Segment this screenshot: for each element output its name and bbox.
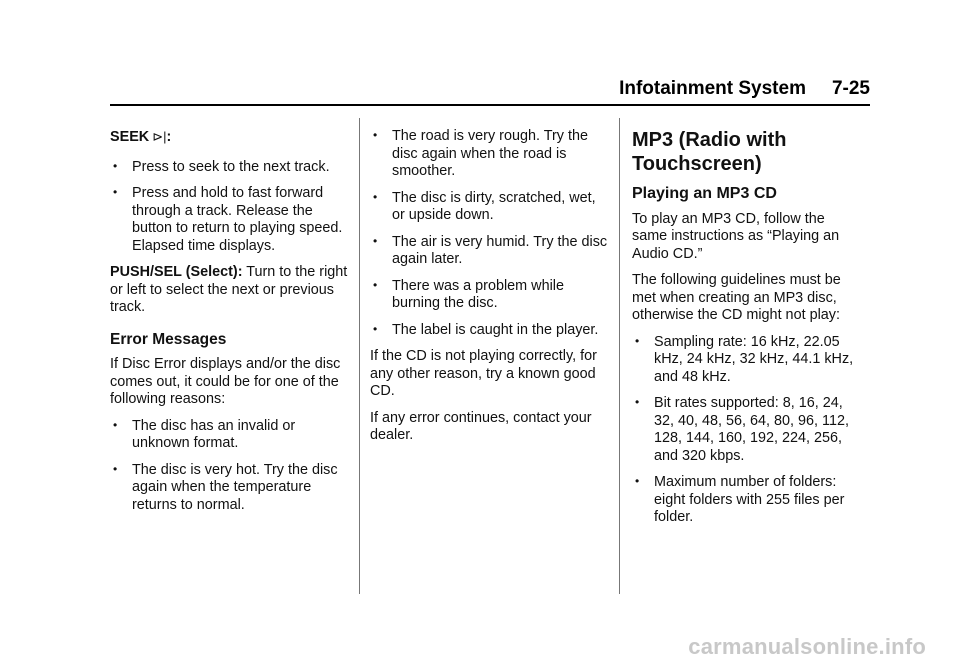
guidelines-paragraph: The following guidelines must be met when creating an MP3 disc, otherwise the CD might not play: — [632, 272, 841, 323]
bullet-icon: • — [113, 417, 118, 432]
push-sel-paragraph: PUSH/SEL (Select): Turn to the right or left to select the next or previous track. — [110, 264, 348, 315]
bullet-icon: • — [373, 128, 378, 142]
bullet-icon: • — [635, 395, 640, 409]
bullet-icon: • — [113, 185, 118, 199]
column-2 — [370, 128, 608, 454]
bullet-icon: • — [635, 474, 640, 488]
seek-forward-icon: ⊳| — [152, 129, 167, 144]
column-3 — [632, 128, 862, 536]
list-item: • The air is very humid. Try the disc again later. — [373, 233, 608, 267]
list-item: • The road is very rough. Try the disc again when the road is smoother. — [373, 128, 588, 179]
error-intro: If Disc Error displays and/or the disc comes out, it could be for one of the following reasons: — [110, 356, 341, 407]
bullet-icon: • — [373, 189, 378, 204]
column-1 — [110, 128, 350, 523]
bullet-icon: • — [635, 333, 640, 348]
cd-not-playing-paragraph: If the CD is not playing correctly, for any other reason, try a known good CD. — [370, 348, 597, 399]
section-title: Infotainment System — [619, 78, 806, 99]
list-item: • Press and hold to fast forward through a track. Release the button to return to playing speed. Elapsed time displays. — [113, 185, 343, 254]
seek-heading: SEEK ⊳|: — [110, 129, 172, 145]
bullet-icon: • — [113, 461, 118, 476]
play-mp3-paragraph: To play an MP3 CD, follow the same instructions as “Playing an Audio CD.” — [632, 210, 840, 262]
bullet-icon: • — [373, 321, 378, 336]
contact-dealer-paragraph: If any error continues, contact your dealer. — [370, 409, 592, 443]
column-divider-1 — [359, 118, 360, 594]
bullet-icon: • — [373, 277, 378, 292]
list-item: • The disc is very hot. Try the disc again when the temperature returns to normal. — [113, 461, 338, 513]
list-item: • Bit rates supported: 8, 16, 24, 32, 40, 48, 56, 64, 80, 96, 112, 128, 144, 160, 192, 224, 256, and 320 kbps. — [635, 395, 849, 464]
error-messages-heading: Error Messages — [110, 330, 227, 348]
playing-mp3-heading: Playing an MP3 CD — [632, 185, 777, 202]
mp3-section-title: MP3 (Radio with Touchscreen) — [632, 129, 787, 175]
header-rule — [110, 104, 870, 106]
list-item: • Maximum number of folders: eight folders with 255 files per folder. — [635, 474, 845, 525]
list-item: • The label is caught in the player. — [373, 321, 599, 338]
list-item: • Sampling rate: 16 kHz, 22.05 kHz, 24 kHz, 32 kHz, 44.1 kHz, and 48 kHz. — [635, 333, 854, 385]
bullet-icon: • — [373, 233, 378, 248]
page-number: 7-25 — [831, 78, 870, 99]
column-divider-2 — [619, 118, 620, 594]
list-item: • There was a problem while burning the disc. — [373, 277, 564, 311]
list-item: • The disc has an invalid or unknown format. — [113, 417, 296, 451]
bullet-icon: • — [113, 158, 118, 173]
watermark: carmanualsonline.info — [688, 634, 926, 659]
page-header — [110, 78, 870, 102]
list-item: • The disc is dirty, scratched, wet, or upside down. — [373, 189, 596, 223]
list-item: • Press to seek to the next track. — [113, 158, 330, 175]
